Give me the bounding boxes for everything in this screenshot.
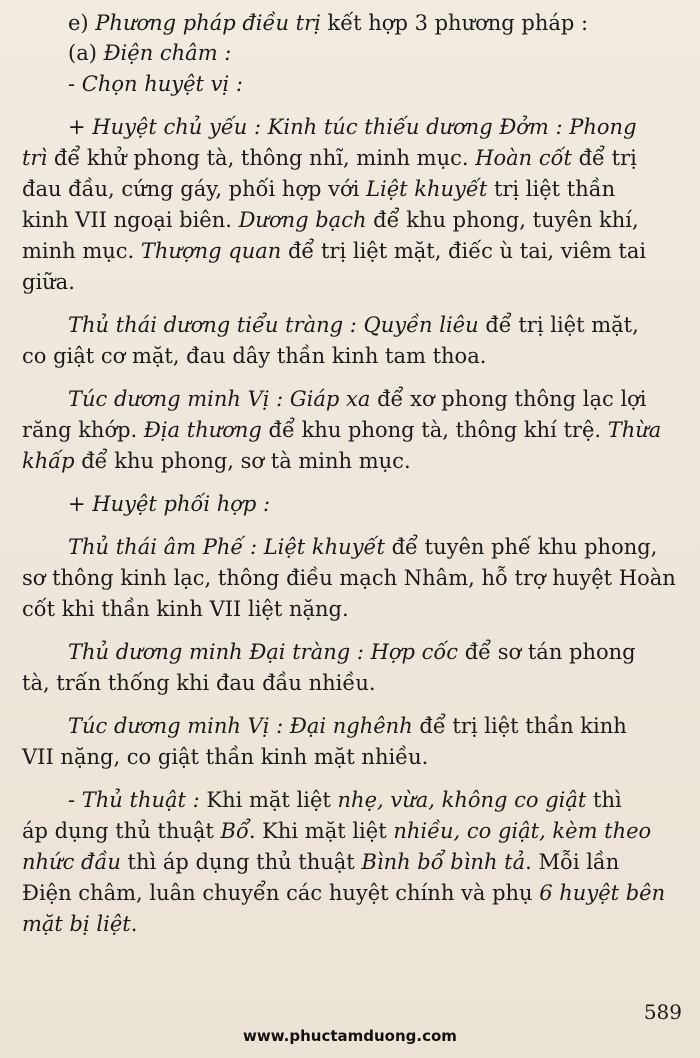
tdm1-line-3 [22,446,682,477]
tdm2-t2: VII nặng, co giật thần kinh mặt nhiều. [22,745,429,769]
page-body [22,8,682,940]
thu-thai-am-paragraph [22,532,682,625]
chu-yeu-l3: đau đầu, cứng gáy, phối hợp với [22,177,367,201]
ttd-t1: để trị liệt mặt, [478,313,639,337]
tdm1-line-2 [22,415,682,446]
tt-t3: áp dụng thủ thuật [22,819,221,843]
tuc-duong-minh-1-paragraph [22,384,682,477]
tdm2-line-1 [22,711,682,742]
subheading-a [22,38,682,69]
subheading-a-italic: Điện châm : [103,41,232,65]
ttd-t2: co giật cơ mặt, đau dây thần kinh tam thoa. [22,344,487,368]
ttd-line-2 [22,341,682,372]
tdm2-t1: để trị liệt thần kinh [412,714,627,738]
chu-yeu-l1: + Huyệt chủ yếu : Kinh túc thiếu dương Đởm : Phong [68,115,637,139]
chu-yeu-line-5 [22,236,682,267]
tdm1-t1: để xơ phong thông lạc lợi [370,387,647,411]
chon-huyet-vi-text: - Chọn huyệt vị : [68,72,243,96]
tt-i6: Bình bổ bình tả [361,850,526,874]
chu-yeu-l5b: để trị liệt mặt, điếc ù tai, viêm tai [281,239,647,263]
chu-yeu-l4: kinh VII ngoại biên. [22,208,239,232]
chu-yeu-l2d: để trị [571,146,637,170]
heading-e-italic: Phương pháp điều trị [95,11,321,35]
tt-line-5 [22,909,682,940]
tta-line-3 [22,594,682,625]
huyet-phoi-hop [22,489,682,520]
tdmd-i1: Thủ dương minh Đại tràng : Hợp cốc [68,640,459,664]
tt-line-2 [22,816,682,847]
tdm1-t3: để khu phong tà, thông khí trệ. [261,418,608,442]
tt-i3: Bổ [220,819,249,843]
tta-t1: để tuyên phế khu phong, [384,535,658,559]
huyet-chu-yeu-paragraph [22,112,682,298]
heading-e [22,8,682,39]
ttd-i1: Thủ thái dương tiểu tràng : Quyền liêu [68,313,479,337]
footer-watermark-url: www.phuctamduong.com [243,1027,457,1045]
tdmd-t1: để sơ tán phong [458,640,636,664]
tt-line-1 [22,785,682,816]
thu-duong-minh-paragraph [22,637,682,699]
tt-i5: nhức đầu [22,850,121,874]
tdm2-line-2 [22,742,682,773]
tdm1-i3: Thừa [607,418,662,442]
chu-yeu-l6: giữa. [22,270,75,294]
tt-line-4 [22,878,682,909]
chu-yeu-line-2 [22,143,682,174]
chu-yeu-l3i: Liệt khuyết [366,177,488,201]
chu-yeu-line-4 [22,205,682,236]
tt-t7: Điện châm, luân chuyển các huyệt chính và phụ [22,881,540,905]
tt-line-3 [22,847,682,878]
thu-thuat-paragraph [22,785,682,940]
tdm1-line-1 [22,384,682,415]
tt-t4: . Khi mặt liệt [248,819,394,843]
page-number: 589 [643,1000,682,1024]
ttd-line-1 [22,310,682,341]
tta-line-1 [22,532,682,563]
tt-i8: mặt bị liệt [22,912,131,936]
heading-e-rest: kết hợp 3 phương pháp : [320,11,589,35]
chu-yeu-line-3 [22,174,682,205]
tt-t8: . [130,912,138,936]
tt-i7: 6 huyệt bên [539,881,666,905]
tta-t3: cốt khi thần kinh VII liệt nặng. [22,597,349,621]
tt-i1: - Thủ thuật : [68,788,200,812]
chu-yeu-l2c: Hoàn cốt [475,146,572,170]
tt-t2: thì [586,788,622,812]
phoi-hop-text: + Huyệt phối hợp : [68,492,271,516]
tdm1-t2: răng khớp. [22,418,144,442]
tdm1-t4: để khu phong, sơ tà minh mục. [74,449,411,473]
tdm1-i4: khấp [22,449,75,473]
chu-yeu-l4i: Dương bạch [238,208,367,232]
tt-t6: . Mỗi lần [525,850,620,874]
chu-yeu-l4b: để khu phong, tuyên khí, [366,208,639,232]
tdm1-i2: Địa thương [143,418,262,442]
tt-i4: nhiều, co giật, kèm theo [393,819,652,843]
tdm2-i1: Túc dương minh Vị : Đại nghênh [68,714,413,738]
chu-yeu-l5: minh mục. [22,239,141,263]
tdmd-t2: tà, trấn thống khi đau đầu nhiều. [22,671,376,695]
chu-yeu-line-6 [22,267,682,298]
heading-e-prefix: e) [68,11,96,35]
subheading-a-prefix: (a) [68,41,104,65]
chu-yeu-l2a: trì [22,146,48,170]
tt-i2: nhẹ, vừa, không co giật [337,788,587,812]
chon-huyet-vi [22,69,682,100]
tuc-duong-minh-2-paragraph [22,711,682,773]
tta-line-2 [22,563,682,594]
tdm1-i1: Túc dương minh Vị : Giáp xa [68,387,371,411]
tt-t1: Khi mặt liệt [199,788,338,812]
chu-yeu-l2b: để khử phong tà, thông nhĩ, minh mục. [47,146,476,170]
tdmd-line-2 [22,668,682,699]
thu-thai-duong-paragraph [22,310,682,372]
chu-yeu-l5i: Thượng quan [140,239,282,263]
tta-t2: sơ thông kinh lạc, thông điều mạch Nhâm, hỗ trợ huyệt Hoàn [22,566,676,590]
tt-t5: thì áp dụng thủ thuật [120,850,362,874]
chu-yeu-l3b: trị liệt thần [487,177,616,201]
chu-yeu-line-1 [22,112,682,143]
tta-i1: Thủ thái âm Phế : Liệt khuyết [68,535,385,559]
tdmd-line-1 [22,637,682,668]
